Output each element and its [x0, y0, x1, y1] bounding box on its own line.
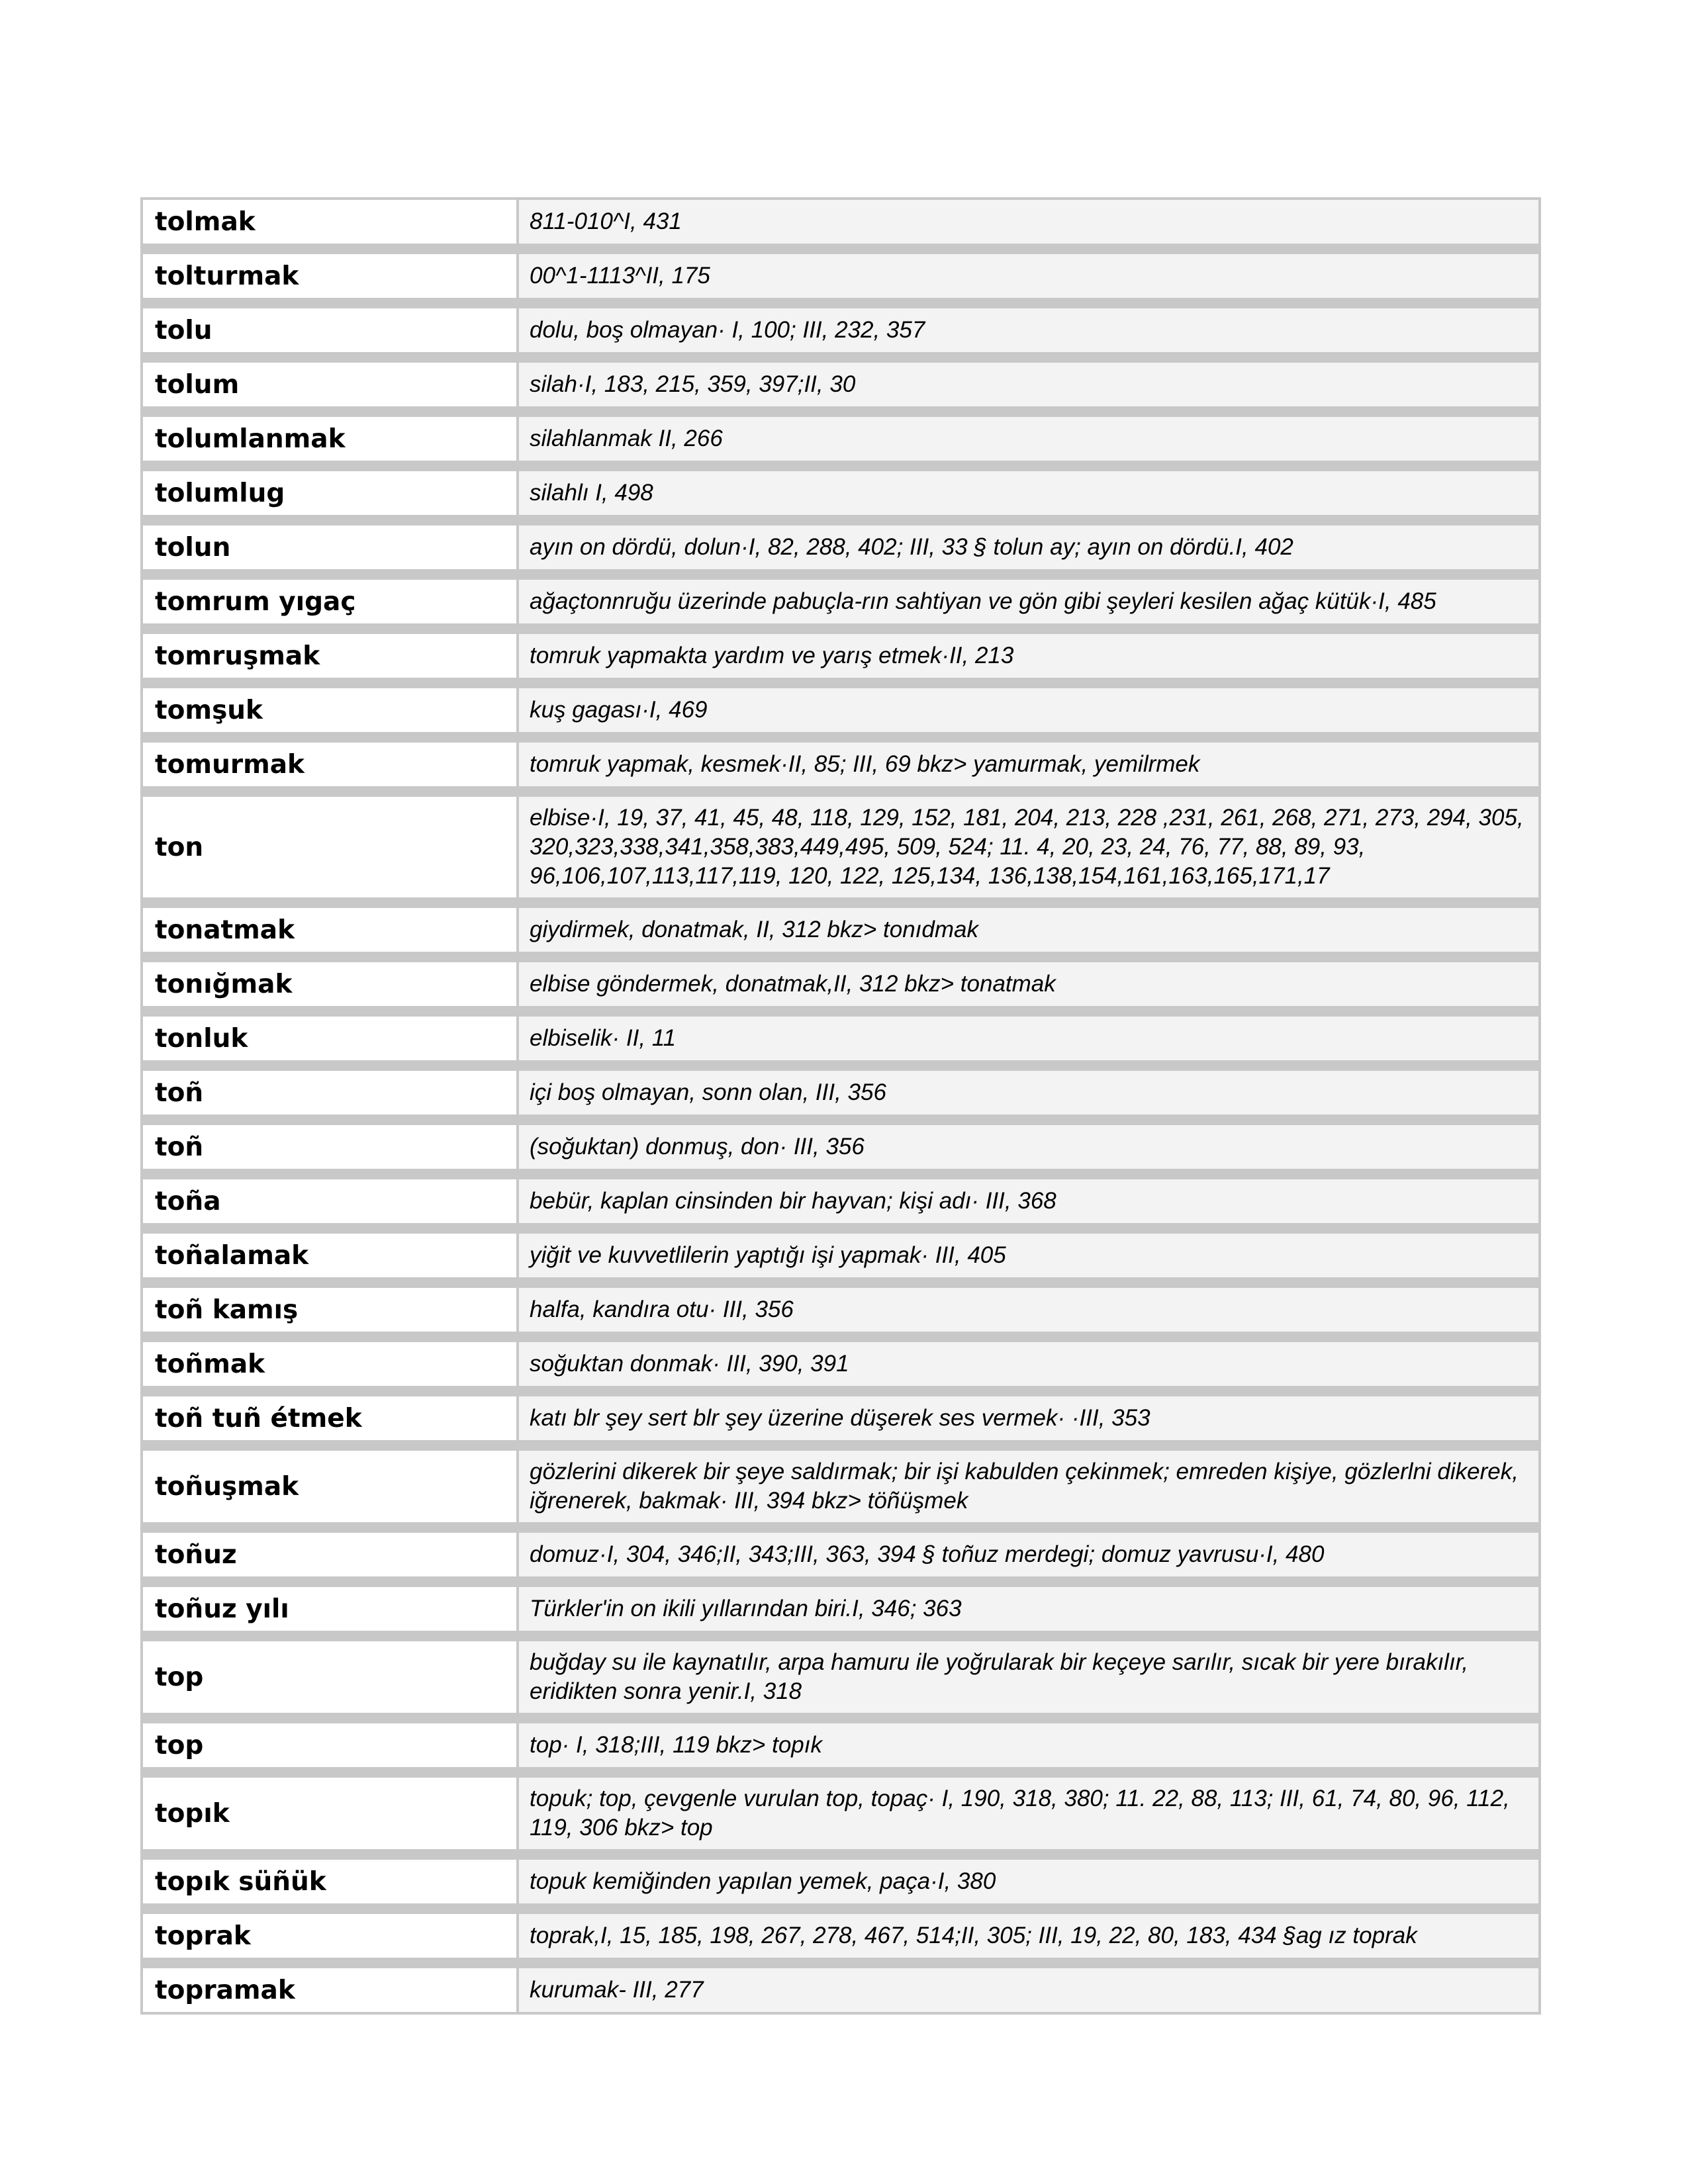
- term-cell: tolum: [143, 355, 519, 409]
- definition-cell: kuş gagası·I, 469: [519, 680, 1538, 735]
- definition-cell: buğday su ile kaynatılır, arpa hamuru ile yoğrularak bir keçeye sarılır, sıcak bir yere bırakılır, eridikten sonra yenir.I, 318: [519, 1633, 1538, 1715]
- term-cell: tomrum yıgaç: [143, 572, 519, 626]
- glossary-table: [140, 197, 1541, 2015]
- term-cell: toñuz: [143, 1525, 519, 1579]
- term-cell: tonatmak: [143, 900, 519, 954]
- glossary-row: [143, 1715, 1538, 1770]
- term-cell: toñalamak: [143, 1226, 519, 1280]
- glossary-row: [143, 200, 1538, 246]
- glossary-row: [143, 1226, 1538, 1280]
- glossary-row: [143, 1960, 1538, 2012]
- term-cell: topık: [143, 1770, 519, 1852]
- definition-cell: elbise·I, 19, 37, 41, 45, 48, 118, 129, 152, 181, 204, 213, 228 ,231, 261, 268, 271, 273, 294, 305, 320,323,338,341,358,383,449,495, 509, 524; 11. 4, 20, 23, 24, 76, 77, 88, 89, 93, 96,106,107,113,117,119, 120, 122, 125,134, 136,138,154,161,163,165,171,17: [519, 789, 1538, 900]
- term-cell: ton: [143, 789, 519, 900]
- definition-cell: bebür, kaplan cinsinden bir hayvan; kişi adı· III, 368: [519, 1171, 1538, 1226]
- definition-cell: Türkler'in on ikili yıllarından biri.I, 346; 363: [519, 1579, 1538, 1633]
- term-cell: topramak: [143, 1960, 519, 2012]
- definition-cell: soğuktan donmak· III, 390, 391: [519, 1334, 1538, 1388]
- glossary-row: [143, 409, 1538, 463]
- glossary-row: [143, 1906, 1538, 1960]
- glossary-row: [143, 1388, 1538, 1443]
- definition-cell: 00^1-1113^II, 175: [519, 246, 1538, 300]
- term-cell: tomurmak: [143, 735, 519, 789]
- glossary-row: [143, 1770, 1538, 1852]
- glossary-row: [143, 735, 1538, 789]
- glossary-row: [143, 1171, 1538, 1226]
- glossary-row: [143, 518, 1538, 572]
- glossary-row: [143, 1117, 1538, 1171]
- term-cell: toñuşmak: [143, 1443, 519, 1525]
- definition-cell: halfa, kandıra otu· III, 356: [519, 1280, 1538, 1334]
- definition-cell: elbiselik· II, 11: [519, 1009, 1538, 1063]
- glossary-row: [143, 1063, 1538, 1117]
- term-cell: topık süñük: [143, 1852, 519, 1906]
- definition-cell: 811-010^I, 431: [519, 200, 1538, 246]
- term-cell: toñ: [143, 1117, 519, 1171]
- glossary-row: [143, 1579, 1538, 1633]
- definition-cell: tomruk yapmakta yardım ve yarış etmek·II, 213: [519, 626, 1538, 680]
- term-cell: tonluk: [143, 1009, 519, 1063]
- definition-cell: silah·I, 183, 215, 359, 397;II, 30: [519, 355, 1538, 409]
- term-cell: tolmak: [143, 200, 519, 246]
- definition-cell: ayın on dördü, dolun·I, 82, 288, 402; III, 33 § tolun ay; ayın on dördü.I, 402: [519, 518, 1538, 572]
- definition-cell: giydirmek, donatmak, II, 312 bkz> tonıdmak: [519, 900, 1538, 954]
- term-cell: toñ kamış: [143, 1280, 519, 1334]
- glossary-row: [143, 572, 1538, 626]
- definition-cell: ağaçtonnruğu üzerinde pabuçla-rın sahtiyan ve gön gibi şeyleri kesilen ağaç kütük·I, 485: [519, 572, 1538, 626]
- term-cell: toprak: [143, 1906, 519, 1960]
- term-cell: tonığmak: [143, 954, 519, 1009]
- definition-cell: topuk; top, çevgenle vurulan top, topaç· I, 190, 318, 380; 11. 22, 88, 113; III, 61, 74, 80, 96, 112, 119, 306 bkz> top: [519, 1770, 1538, 1852]
- term-cell: tomşuk: [143, 680, 519, 735]
- definition-cell: top· I, 318;III, 119 bkz> topık: [519, 1715, 1538, 1770]
- glossary-row: [143, 1280, 1538, 1334]
- term-cell: toñmak: [143, 1334, 519, 1388]
- term-cell: top: [143, 1715, 519, 1770]
- definition-cell: silahlanmak II, 266: [519, 409, 1538, 463]
- definition-cell: elbise göndermek, donatmak,II, 312 bkz> tonatmak: [519, 954, 1538, 1009]
- glossary-row: [143, 626, 1538, 680]
- glossary-row: [143, 680, 1538, 735]
- definition-cell: (soğuktan) donmuş, don· III, 356: [519, 1117, 1538, 1171]
- definition-cell: kurumak- III, 277: [519, 1960, 1538, 2012]
- term-cell: tolumlug: [143, 463, 519, 518]
- glossary-row: [143, 355, 1538, 409]
- term-cell: toñuz yılı: [143, 1579, 519, 1633]
- term-cell: toñ: [143, 1063, 519, 1117]
- glossary-row: [143, 954, 1538, 1009]
- definition-cell: silahlı I, 498: [519, 463, 1538, 518]
- definition-cell: topuk kemiğinden yapılan yemek, paça·I, 380: [519, 1852, 1538, 1906]
- definition-cell: katı blr şey sert blr şey üzerine düşerek ses vermek· ·III, 353: [519, 1388, 1538, 1443]
- definition-cell: toprak,I, 15, 185, 198, 267, 278, 467, 514;II, 305; III, 19, 22, 80, 183, 434 §ag ız toprak: [519, 1906, 1538, 1960]
- definition-cell: dolu, boş olmayan· I, 100; III, 232, 357: [519, 300, 1538, 355]
- glossary-row: [143, 300, 1538, 355]
- term-cell: tomruşmak: [143, 626, 519, 680]
- glossary-row: [143, 789, 1538, 900]
- definition-cell: gözlerini dikerek bir şeye saldırmak; bir işi kabulden çekinmek; emreden kişiye, gözlerlni dikerek, iğrenerek, bakmak· III, 394 bkz> töñüşmek: [519, 1443, 1538, 1525]
- glossary-row: [143, 900, 1538, 954]
- glossary-row: [143, 1852, 1538, 1906]
- term-cell: toña: [143, 1171, 519, 1226]
- term-cell: tolumlanmak: [143, 409, 519, 463]
- glossary-body: [143, 200, 1538, 2012]
- glossary-row: [143, 1525, 1538, 1579]
- definition-cell: domuz·I, 304, 346;II, 343;III, 363, 394 § toñuz merdegi; domuz yavrusu·I, 480: [519, 1525, 1538, 1579]
- glossary-row: [143, 1334, 1538, 1388]
- definition-cell: tomruk yapmak, kesmek·II, 85; III, 69 bkz> yamurmak, yemilrmek: [519, 735, 1538, 789]
- term-cell: tolturmak: [143, 246, 519, 300]
- glossary-row: [143, 1009, 1538, 1063]
- glossary-row: [143, 1633, 1538, 1715]
- glossary-row: [143, 463, 1538, 518]
- term-cell: top: [143, 1633, 519, 1715]
- definition-cell: içi boş olmayan, sonn olan, III, 356: [519, 1063, 1538, 1117]
- term-cell: toñ tuñ étmek: [143, 1388, 519, 1443]
- term-cell: tolun: [143, 518, 519, 572]
- term-cell: tolu: [143, 300, 519, 355]
- definition-cell: yiğit ve kuvvetlilerin yaptığı işi yapmak· III, 405: [519, 1226, 1538, 1280]
- glossary-row: [143, 1443, 1538, 1525]
- glossary-row: [143, 246, 1538, 300]
